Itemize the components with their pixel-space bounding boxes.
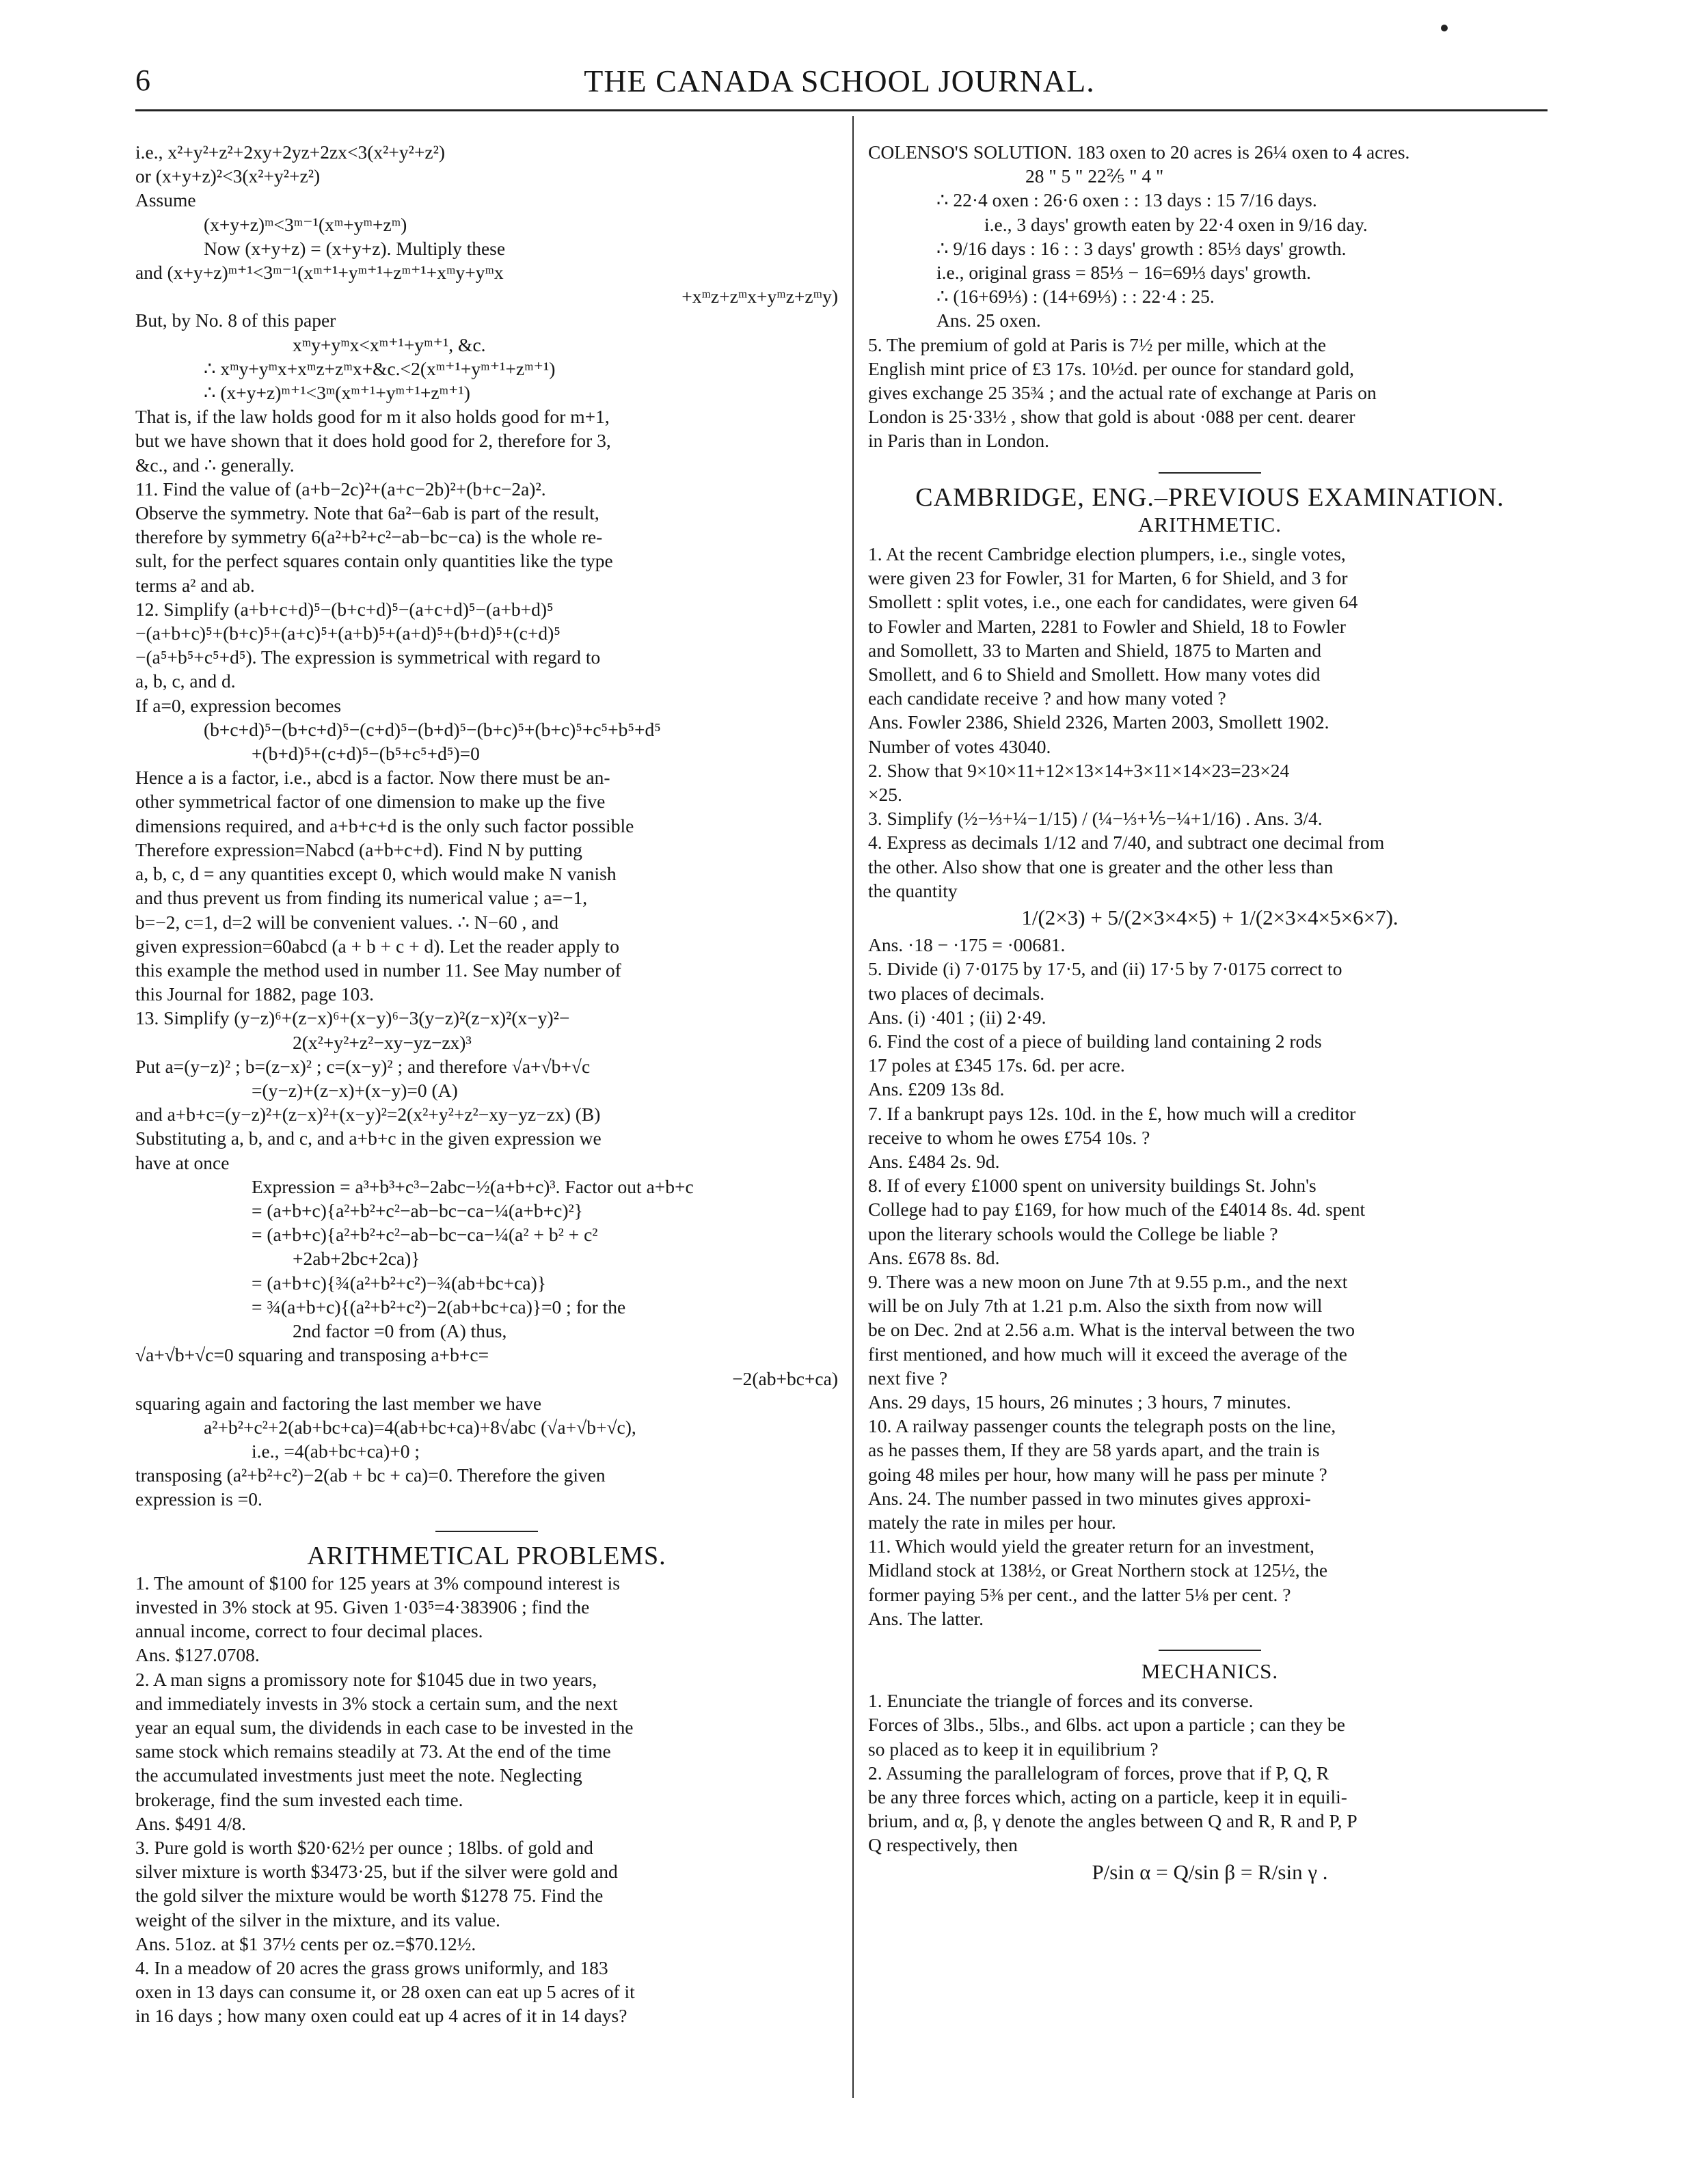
text-line: or (x+y+z)²<3(x²+y²+z²) [135, 165, 321, 187]
text-line: Ans. 25 oxen. [936, 310, 1041, 331]
text-line: ∴ 22·4 oxen : 26·6 oxen : : 13 days : 15 7/16 days. [936, 189, 1317, 211]
section-rule [1159, 1650, 1261, 1651]
text-line: COLENSO'S SOLUTION. 183 oxen to 20 acres is 26¼ oxen to 4 acres. [868, 141, 1410, 163]
text-line: invested in 3% stock at 95. Given 1·03⁵=4·383906 ; find the [135, 1596, 590, 1617]
text-line: gives exchange 25 35¾ ; and the actual rate of exchange at Paris on [868, 382, 1377, 404]
text-line: Observe the symmetry. Note that 6a²−6ab is part of the result, [135, 502, 599, 524]
text-line: 3. Simplify (½−⅓+¼−1/15) / (¼−⅓+⅕−¼+1/16) . Ans. 3/4. [868, 808, 1323, 830]
text-line: Expression = a³+b³+c³−2abc−½(a+b+c)³. Factor out a+b+c [252, 1175, 694, 1197]
text-line: in Paris than in London. [868, 430, 1050, 452]
text-line: have at once [135, 1151, 230, 1173]
text-line: Put a=(y−z)² ; b=(z−x)² ; c=(x−y)² ; and therefore √a+√b+√c [135, 1055, 591, 1077]
text-line: i.e., =4(ab+bc+ca)+0 ; [252, 1440, 420, 1462]
text-line: as he passes them, If they are 58 yards apart, and the train is [868, 1439, 1320, 1461]
text-line: given expression=60abcd (a + b + c + d). Let the reader apply to [135, 935, 620, 957]
page-number: 6 [135, 64, 150, 97]
text-line: 9. There was a new moon on June 7th at 9.55 p.m., and the next [868, 1270, 1348, 1292]
text-line: former paying 5⅜ per cent., and the latter 5⅛ per cent. ? [868, 1583, 1291, 1605]
mechanics-questions [868, 1689, 1552, 1857]
text-line: and (x+y+z)ᵐ⁺¹<3ᵐ⁻¹(xᵐ⁺¹+yᵐ⁺¹+zᵐ⁺¹+xᵐy+yᵐx [135, 262, 504, 284]
text-line: Ans. ·18 − ·175 = ·00681. [868, 934, 1066, 956]
text-line: √a+√b+√c=0 squaring and transposing a+b+c= [135, 1344, 489, 1366]
ink-dot [1441, 25, 1448, 31]
page-header [135, 63, 1543, 104]
text-line: (x+y+z)ᵐ<3ᵐ⁻¹(xᵐ+yᵐ+zᵐ) [204, 213, 407, 235]
text-line: −2(ab+bc+ca) [732, 1368, 838, 1390]
arithmetical-problems [135, 1571, 838, 2028]
text-line: 1. Enunciate the triangle of forces and its converse. [868, 1690, 1254, 1712]
text-line: 11. Find the value of (a+b−2c)²+(a+c−2b)²+(b+c−2a)². [135, 478, 546, 500]
text-line: mately the rate in miles per hour. [868, 1511, 1116, 1533]
text-line: ∴ 9/16 days : 16 : : 3 days' growth : 85⅓ days' growth. [936, 237, 1347, 259]
sine-formula: P/sin α = Q/sin β = R/sin γ . [1092, 1859, 1328, 1884]
text-line: +xᵐz+zᵐx+yᵐz+zᵐy) [681, 286, 838, 308]
text-line: Therefore expression=Nabcd (a+b+c+d). Find N by putting [135, 838, 582, 860]
text-line: i.e., x²+y²+z²+2xy+2yz+2zx<3(x²+y²+z²) [135, 141, 446, 163]
text-line: and a+b+c=(y−z)²+(z−x)²+(x−y)²=2(x²+y²+z²−xy−yz−zx) (B) [135, 1104, 601, 1125]
text-line: But, by No. 8 of this paper [135, 310, 336, 331]
text-line: That is, if the law holds good for m it also holds good for m+1, [135, 406, 610, 428]
column-divider [852, 116, 854, 2098]
arithmetical-problems-heading: ARITHMETICAL PROBLEMS. [307, 1541, 666, 1570]
text-line: expression is =0. [135, 1488, 262, 1510]
text-line: the gold silver the mixture would be worth $1278 75. Find the [135, 1885, 604, 1907]
text-line: 28 " 5 " 22⅖ " 4 " [1025, 165, 1164, 187]
text-line: Ans. $127.0708. [135, 1644, 260, 1666]
text-line: 7. If a bankrupt pays 12s. 10d. in the £, how much will a creditor [868, 1102, 1356, 1124]
text-line: a²+b²+c²+2(ab+bc+ca)=4(ab+bc+ca)+8√abc (√a+√b+√c), [204, 1416, 636, 1438]
text-line: the other. Also show that one is greater and the other less than [868, 856, 1334, 877]
text-line: Ans. The latter. [868, 1607, 984, 1629]
text-line: silver mixture is worth $3473·25, but if the silver were gold and [135, 1861, 618, 1883]
text-line: oxen in 13 days can consume it, or 28 oxen can eat up 5 acres of it [135, 1981, 635, 2003]
section-rule [1159, 472, 1261, 474]
text-line: 2. A man signs a promissory note for $1045 due in two years, [135, 1668, 597, 1690]
text-line: London is 25·33½ , show that gold is about ·088 per cent. dearer [868, 406, 1355, 428]
text-line: the quantity [868, 879, 958, 901]
text-line: b=−2, c=1, d=2 will be convenient values. ∴ N−60 , and [135, 911, 558, 933]
text-line: a, b, c, and d. [135, 670, 236, 692]
quantity-formula: 1/(2×3) + 5/(2×3×4×5) + 1/(2×3×4×5×6×7). [1021, 905, 1399, 930]
text-line: each candidate receive ? and how many voted ? [868, 687, 1226, 709]
text-line: to Fowler and Marten, 2281 to Fowler and Shield, 18 to Fowler [868, 615, 1346, 637]
section-rule [435, 1531, 538, 1532]
text-line: next five ? [868, 1367, 948, 1389]
text-line: 5. The premium of gold at Paris is 7½ per mille, which at the [868, 333, 1327, 355]
text-line: xᵐy+yᵐx<xᵐ⁺¹+yᵐ⁺¹, &c. [293, 333, 486, 355]
text-line: transposing (a²+b²+c²)−2(ab + bc + ca)=0. Therefore the given [135, 1464, 606, 1486]
text-line: ∴ xᵐy+yᵐx+xᵐz+zᵐx+&c.<2(xᵐ⁺¹+yᵐ⁺¹+zᵐ⁺¹) [204, 357, 556, 379]
header-rule [135, 109, 1548, 111]
text-line: ∴ (16+69⅓) : (14+69⅓) : : 22·4 : 25. [936, 286, 1215, 308]
text-line: Midland stock at 138½, or Great Northern stock at 125½, the [868, 1559, 1328, 1581]
text-line: going 48 miles per hour, how many will he pass per minute ? [868, 1463, 1327, 1485]
arithmetic-heading: ARITHMETIC. [1138, 512, 1282, 536]
text-line: 10. A railway passenger counts the telegraph posts on the line, [868, 1415, 1336, 1437]
text-line: therefore by symmetry 6(a²+b²+c²−ab−bc−ca) is the whole re- [135, 526, 603, 548]
text-line: the accumulated investments just meet the note. Neglecting [135, 1764, 582, 1786]
text-line: 8. If of every £1000 spent on university buildings St. John's [868, 1175, 1316, 1197]
text-line: 2nd factor =0 from (A) thus, [293, 1320, 507, 1341]
text-line: ∴ (x+y+z)ᵐ⁺¹<3ᵐ(xᵐ⁺¹+yᵐ⁺¹+zᵐ⁺¹) [204, 382, 470, 404]
text-line: 4. Express as decimals 1/12 and 7/40, and subtract one decimal from [868, 832, 1385, 854]
text-line: be any three forces which, acting on a particle, keep it in equili- [868, 1786, 1347, 1807]
text-line: 2(x²+y²+z²−xy−yz−zx)³ [293, 1031, 472, 1053]
algebra-solutions [135, 140, 838, 1512]
text-line: Q respectively, then [868, 1834, 1018, 1856]
text-line: = (a+b+c){¾(a²+b²+c²)−¾(ab+bc+ca)} [252, 1272, 546, 1294]
text-line: i.e., original grass = 85⅓ − 16=69⅓ days' growth. [936, 262, 1311, 284]
text-line: Ans. £209 13s 8d. [868, 1078, 1005, 1100]
text-line: 13. Simplify (y−z)⁶+(z−x)⁶+(x−y)⁶−3(y−z)²(z−x)²(x−y)²− [135, 1007, 570, 1029]
text-line: 4. In a meadow of 20 acres the grass grows uniformly, and 183 [135, 1957, 608, 1979]
text-line: 1. At the recent Cambridge election plumpers, i.e., single votes, [868, 543, 1346, 565]
text-line: 2. Assuming the parallelogram of forces, prove that if P, Q, R [868, 1762, 1329, 1784]
text-line: year an equal sum, the dividends in each case to be invested in the [135, 1717, 634, 1738]
text-line: 5. Divide (i) 7·0175 by 17·5, and (ii) 17·5 by 7·0175 correct to [868, 958, 1342, 980]
text-line: receive to whom he owes £754 10s. ? [868, 1126, 1150, 1148]
text-line: upon the literary schools would the College be liable ? [868, 1223, 1278, 1244]
text-line: Ans. 51oz. at $1 37½ cents per oz.=$70.12½. [135, 1933, 476, 1954]
text-line: +(b+d)⁵+(c+d)⁵−(b⁵+c⁵+d⁵)=0 [252, 743, 480, 765]
text-line: other symmetrical factor of one dimension to make up the five [135, 791, 606, 813]
text-line: = (a+b+c){a²+b²+c²−ab−bc−ca−¼(a+b+c)²} [252, 1199, 583, 1221]
text-line: two places of decimals. [868, 982, 1045, 1004]
text-line: Ans. £678 8s. 8d. [868, 1246, 1000, 1268]
text-line: will be on July 7th at 1.21 p.m. Also the sixth from now will [868, 1295, 1323, 1317]
text-line: in 16 days ; how many oxen could eat up 4 acres of it in 14 days? [135, 2005, 627, 2027]
text-line: Smollett : split votes, i.e., one each for candidates, were given 64 [868, 591, 1358, 613]
text-line: i.e., 3 days' growth eaten by 22·4 oxen in 9/16 day. [984, 213, 1368, 235]
text-line: Number of votes 43040. [868, 735, 1051, 757]
text-line: weight of the silver in the mixture, and its value. [135, 1909, 500, 1930]
text-line: 12. Simplify (a+b+c+d)⁵−(b+c+d)⁵−(a+c+d)⁵−(a+b+d)⁵ [135, 598, 554, 620]
text-line: brokerage, find the sum invested each time. [135, 1788, 463, 1810]
text-line: Ans. $491 4/8. [135, 1812, 246, 1834]
text-line: Ans. 29 days, 15 hours, 26 minutes ; 3 hours, 7 minutes. [868, 1391, 1291, 1412]
text-line: same stock which remains steadily at 73. At the end of the time [135, 1741, 611, 1762]
text-line: sult, for the perfect squares contain only quantities like the type [135, 550, 613, 572]
text-line: terms a² and ab. [135, 574, 255, 596]
text-line: Ans. 24. The number passed in two minutes gives approxi- [868, 1487, 1311, 1509]
text-line: a, b, c, d = any quantities except 0, which would make N vanish [135, 863, 617, 885]
text-line: and immediately invests in 3% stock a certain sum, and the next [135, 1692, 618, 1714]
text-line: Ans. (i) ·401 ; (ii) 2·49. [868, 1006, 1046, 1028]
arithmetic-questions-a [868, 542, 1552, 903]
text-line: 3. Pure gold is worth $20·62½ per ounce ; 18lbs. of gold and [135, 1837, 593, 1859]
text-line: Assume [135, 189, 196, 211]
text-line: Smollett, and 6 to Shield and Smollett. How many votes did [868, 664, 1321, 685]
text-line: so placed as to keep it in equilibrium ? [868, 1738, 1159, 1760]
text-line: were given 23 for Fowler, 31 for Marten, 6 for Shield, and 3 for [868, 567, 1348, 589]
text-line: +2ab+2bc+2ca)} [293, 1248, 420, 1270]
text-line: annual income, correct to four decimal places. [135, 1620, 483, 1642]
text-line: = (a+b+c){a²+b²+c²−ab−bc−ca−¼(a² + b² + c² [252, 1224, 598, 1246]
text-line: (b+c+d)⁵−(b+c+d)⁵−(c+d)⁵−(b+d)⁵−(b+c)⁵+(b+c)⁵+c⁵+b⁵+d⁵ [204, 718, 661, 740]
mechanics-heading: MECHANICS. [1141, 1659, 1279, 1683]
text-line: 6. Find the cost of a piece of building land containing 2 rods [868, 1030, 1322, 1052]
text-line: =(y−z)+(z−x)+(x−y)=0 (A) [252, 1079, 458, 1101]
text-line: be on Dec. 2nd at 2.56 a.m. What is the interval between the two [868, 1319, 1355, 1341]
arithmetic-questions-b [868, 933, 1552, 1630]
text-line: Substituting a, b, and c, and a+b+c in the given expression we [135, 1128, 602, 1149]
text-line: Ans. Fowler 2386, Shield 2326, Marten 2003, Smollett 1902. [868, 711, 1329, 733]
text-line: but we have shown that it does hold good for 2, therefore for 3, [135, 430, 611, 452]
text-line: brium, and α, β, γ denote the angles between Q and R, R and P, P [868, 1810, 1357, 1832]
text-line: and Somollett, 33 to Marten and Shield, 1875 to Marten and [868, 639, 1321, 661]
text-line: Hence a is a factor, i.e., abcd is a factor. Now there must be an- [135, 767, 610, 789]
text-line: 2. Show that 9×10×11+12×13×14+3×11×14×23=23×24 [868, 759, 1290, 781]
text-line: −(a+b+c)⁵+(b+c)⁵+(a+c)⁵+(a+b)⁵+(a+d)⁵+(b+d)⁵+(c+d)⁵ [135, 623, 560, 644]
text-line: Forces of 3lbs., 5lbs., and 6lbs. act upon a particle ; can they be [868, 1714, 1346, 1736]
text-line: English mint price of £3 17s. 10½d. per ounce for standard gold, [868, 357, 1355, 379]
text-line: this Journal for 1882, page 103. [135, 983, 375, 1005]
text-line: and thus prevent us from finding its numerical value ; a=−1, [135, 887, 588, 909]
text-line: dimensions required, and a+b+c+d is the only such factor possible [135, 815, 634, 836]
text-line: Now (x+y+z) = (x+y+z). Multiply these [204, 237, 506, 259]
text-line: College had to pay £169, for how much of the £4014 8s. 4d. spent [868, 1199, 1366, 1220]
text-line: first mentioned, and how much will it exceed the average of the [868, 1343, 1348, 1365]
colenso-solution [868, 140, 1552, 453]
text-line: 1. The amount of $100 for 125 years at 3% compound interest is [135, 1572, 620, 1594]
text-line: ×25. [868, 784, 902, 806]
text-line: −(a⁵+b⁵+c⁵+d⁵). The expression is symmetrical with regard to [135, 646, 601, 668]
text-line: this example the method used in number 11. See May number of [135, 959, 621, 981]
text-line: = ¾(a+b+c){(a²+b²+c²)−2(ab+bc+ca)}=0 ; for the [252, 1296, 626, 1318]
text-line: squaring again and factoring the last member we have [135, 1392, 542, 1414]
text-line: &c., and ∴ generally. [135, 454, 295, 476]
cambridge-exam-heading: CAMBRIDGE, ENG.–PREVIOUS EXAMINATION. [915, 482, 1504, 512]
journal-title: THE CANADA SCHOOL JOURNAL. [584, 64, 1095, 98]
text-line: 17 poles at £345 17s. 6d. per acre. [868, 1054, 1125, 1076]
right-column [868, 140, 1552, 1887]
text-line: If a=0, expression becomes [135, 694, 342, 716]
left-column [135, 140, 838, 2028]
text-line: Ans. £484 2s. 9d. [868, 1150, 1000, 1172]
text-line: 11. Which would yield the greater return for an investment, [868, 1535, 1314, 1557]
